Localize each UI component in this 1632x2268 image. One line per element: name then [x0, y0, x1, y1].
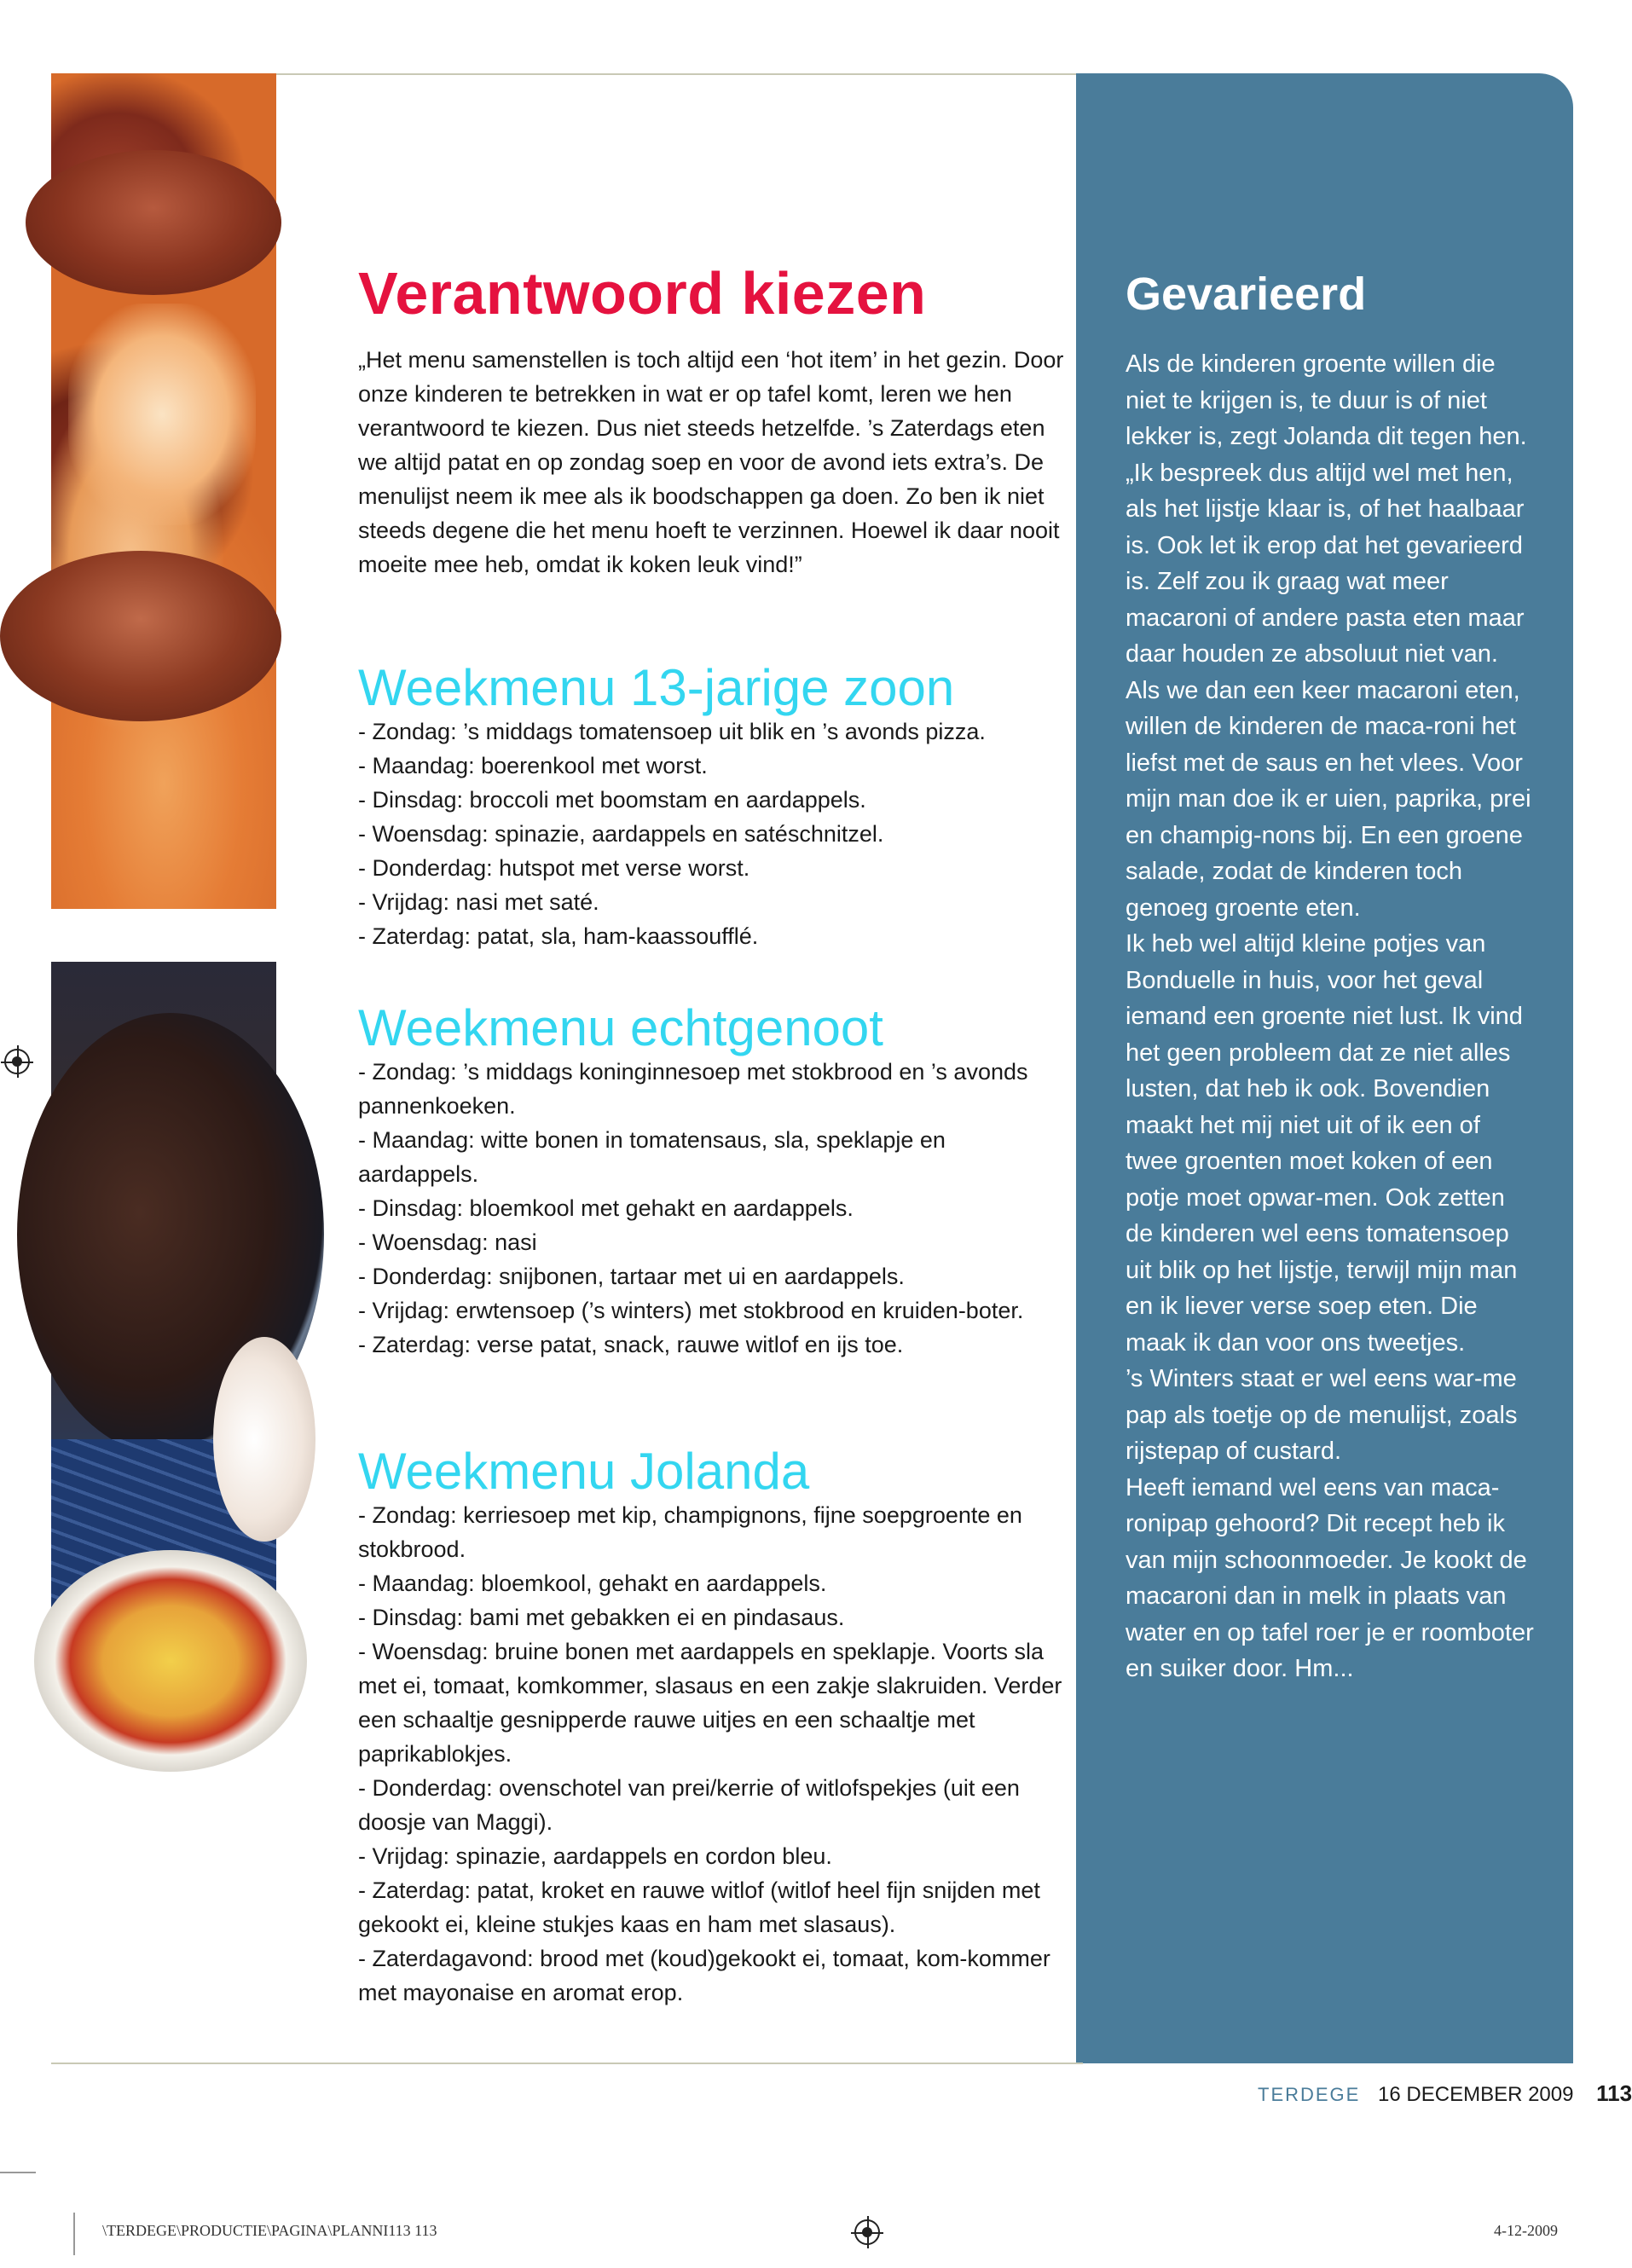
- menu-item: - Zondag: ’s middags koninginnesoep met stokbrood en ’s avonds pannenkoeken.: [358, 1059, 1028, 1119]
- menu-title: Weekmenu 13-jarige zoon: [358, 659, 955, 716]
- menu-item: - Dinsdag: bloemkool met gehakt en aardappels.: [358, 1195, 854, 1221]
- menu-item: - Woensdag: spinazie, aardappels en satéschnitzel.: [358, 821, 884, 847]
- menu-item: - Donderdag: snijbonen, tartaar met ui en aardappels.: [358, 1264, 905, 1289]
- registration-mark-icon: [854, 2219, 880, 2245]
- menu-title: Weekmenu Jolanda: [358, 1443, 810, 1500]
- menu-list: [358, 715, 1066, 953]
- menu-item: - Maandag: bloemkool, gehakt en aardappels.: [358, 1571, 827, 1596]
- page-number: 113: [1596, 2080, 1632, 2106]
- salad-plate-detail: [34, 1550, 307, 1772]
- menu-item: - Maandag: witte bonen in tomatensaus, sla, speklapje en aardappels.: [358, 1127, 946, 1187]
- sausage-hutspot-photo: [51, 73, 276, 909]
- menu-item: - Zaterdagavond: brood met (koud)gekookt ei, tomaat, kom-kommer met mayonaise en aromat erop.: [358, 1946, 1050, 2005]
- menu-item: - Vrijdag: nasi met saté.: [358, 889, 599, 915]
- issue-date: 16 DECEMBER 2009: [1378, 2083, 1574, 2106]
- intro-block: [358, 343, 1066, 581]
- menu-item: - Zaterdag: verse patat, snack, rauwe witlof en ijs toe.: [358, 1332, 904, 1357]
- sidebar-title: Gevarieerd: [1126, 269, 1367, 320]
- crop-mark: [73, 2213, 75, 2255]
- menu-item: - Zaterdag: patat, kroket en rauwe witlof (witlof heel fijn snijden met gekookt ei, kleine stukjes kaas en ham met slasaus).: [358, 1877, 1040, 1937]
- sidebar-body: Als de kinderen groente willen die niet te krijgen is, te duur is of niet lekker is, zegt Jolanda dit tegen hen. „Ik bespreek dus altijd wel met hen, als het lijstje klaar is, of het haalbaar is. Ook let ik erop dat het gevarieerd is. Zelf zou ik graag wat meer macaroni of andere pasta eten maar daar houden ze absoluut niet van. Als we dan een keer macaroni eten, willen de kinderen de maca-roni het liefst met de saus en het vlees. Voor mijn man doe ik er uien, paprika, prei en champig-nons bij. En een groene salade, zodat de kinderen toch genoeg groente eten. Ik heb wel altijd kleine potjes van Bonduelle in huis, voor het geval iemand een groente niet lust. Ik vind het geen probleem dat ze niet alles lusten, dat heb ik ook. Bovendien maakt het mij niet uit of ik een of twee groenten moet koken of een potje moet opwar-men. Ook zetten de kinderen wel eens tomatensoep uit blik op het lijstje, terwijl mijn man en ik liever verse soep eten. Die maak ik dan voor ons tweetjes. ’s Winters staat er wel eens war-me pap als toetje op de menulijst, zoals rijstepap of custard. Heeft iemand wel eens van maca-ronipap gehoord? Dit recept heb ik van mijn schoonmoeder. Je kookt de macaroni dan in melk in plaats van water en op tafel roer je er roomboter en suiker door. Hm...: [1126, 350, 1534, 1682]
- menu-section-husband: [358, 1001, 1066, 1362]
- menu-list: [358, 1498, 1066, 2010]
- bottom-rule: [51, 2063, 1083, 2064]
- menu-title: Weekmenu echtgenoot: [358, 999, 883, 1056]
- registration-mark-icon: [4, 1049, 30, 1074]
- sausage-detail: [0, 551, 281, 721]
- menu-item: - Dinsdag: bami met gebakken ei en pindasaus.: [358, 1605, 845, 1630]
- menu-item: - Vrijdag: erwtensoep (’s winters) met stokbrood en kruiden-boter.: [358, 1298, 1024, 1323]
- sausage-detail: [26, 150, 281, 295]
- menu-item: - Zaterdag: patat, sla, ham-kaassoufflé.: [358, 923, 759, 949]
- menu-list: [358, 1055, 1066, 1362]
- crop-mark: [0, 2172, 36, 2173]
- print-slug-path: \TERDEGE\PRODUCTIE\PAGINA\PLANNI113 113: [102, 2222, 437, 2239]
- bowl-detail: [213, 1337, 315, 1542]
- menu-item: - Zondag: ’s middags tomatensoep uit blik en ’s avonds pizza.: [358, 719, 986, 744]
- menu-item: - Woensdag: bruine bonen met aardappels en speklapje. Voorts sla met ei, tomaat, komkommer, slasaus en een zakje slakruiden. Verder een schaaltje gesnipperde rauwe uitjes en een schaaltje met paprikablokjes.: [358, 1639, 1062, 1767]
- menu-item: - Donderdag: hutspot met verse worst.: [358, 855, 750, 881]
- menu-item: - Vrijdag: spinazie, aardappels en cordon bleu.: [358, 1843, 832, 1869]
- print-slug-date: 4-12-2009: [1494, 2222, 1558, 2239]
- menu-section-jolanda: [358, 1444, 1066, 2010]
- menu-item: - Donderdag: ovenschotel van prei/kerrie of witlofspekjes (uit een doosje van Maggi).: [358, 1775, 1020, 1835]
- page-footer: [1258, 2080, 1632, 2107]
- menu-item: - Zondag: kerriesoep met kip, champignons, fijne soepgroente en stokbrood.: [358, 1502, 1022, 1562]
- menu-section-son: [358, 661, 1066, 953]
- intro-paragraph: „Het menu samenstellen is toch altijd een ‘hot item’ in het gezin. Door onze kinderen te betrekken in wat er op tafel komt, leren we hen verantwoord te kiezen. Dus niet steeds hetzelfde. ’s Zaterdags eten we altijd patat en op zondag soep en voor de avond iets extra’s. De menulijst neem ik mee als ik boodschappen ga doen. Zo ben ik niet steeds degene die het menu hoeft te verzinnen. Hoewel ik daar nooit moeite mee heb, omdat ik koken leuk vind!”: [358, 347, 1064, 577]
- menu-item: - Maandag: boerenkool met worst.: [358, 753, 708, 778]
- menu-item: - Dinsdag: broccoli met boomstam en aardappels.: [358, 787, 866, 813]
- mash-detail: [68, 304, 256, 525]
- article-heading: Verantwoord kiezen: [358, 260, 927, 327]
- menu-item: - Woensdag: nasi: [358, 1229, 537, 1255]
- wok-dish-photo: [51, 962, 276, 1705]
- magazine-name: TERDEGE: [1258, 2084, 1361, 2105]
